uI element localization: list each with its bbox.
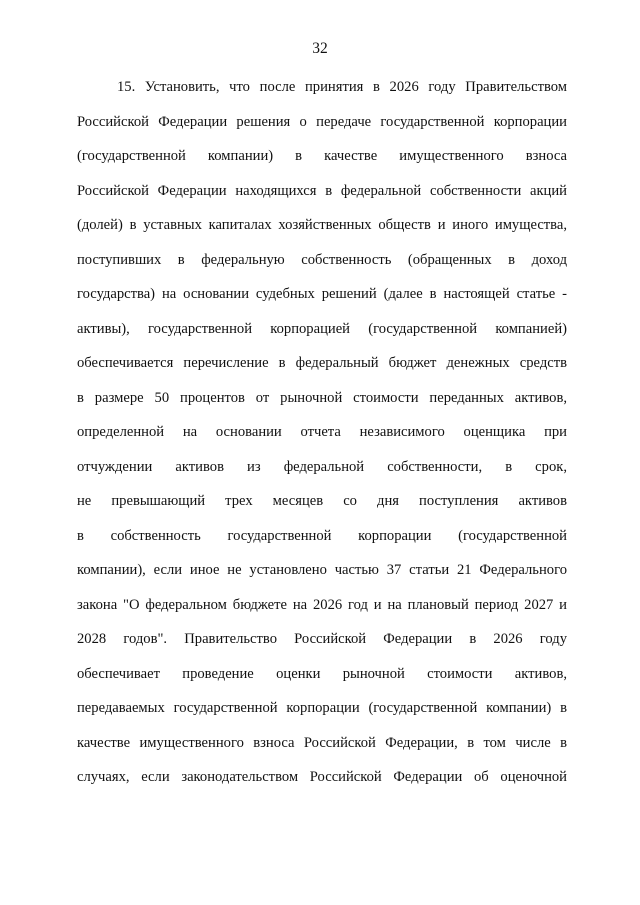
text-line: не превышающий трех месяцев со дня поступления активов (77, 493, 567, 509)
text-line: поступивших в федеральную собственность (обращенных в доход (77, 251, 567, 268)
text-line: 2028 годов". Правительство Российской Федерации в 2026 году (77, 631, 567, 647)
text-line: определенной на основании отчета независимого оценщика при (77, 424, 567, 440)
text-line: закона "О федеральном бюджете на 2026 год и на плановый период 2027 и (77, 596, 567, 613)
text-line: обеспечивает проведение оценки рыночной стоимости активов, (77, 665, 567, 682)
text-line: Российской Федерации находящихся в федеральной собственности акций (77, 182, 567, 199)
text-line: государства) на основании судебных решений (далее в настоящей статье - (77, 286, 567, 302)
text-line: Российской Федерации решения о передаче государственной корпорации (77, 113, 567, 130)
text-line: в собственность государственной корпорации (государственной (77, 527, 567, 544)
text-line: в размере 50 процентов от рыночной стоимости переданных активов, (77, 389, 567, 406)
page-number: 32 (312, 40, 328, 57)
text-line: передаваемых государственной корпорации (государственной компании) в (77, 700, 567, 716)
text-line: (государственной компании) в качестве имущественного взноса (77, 148, 567, 164)
paragraph-15 (77, 70, 567, 795)
text-line: 15. Установить, что после принятия в 2026 году Правительством (117, 79, 567, 95)
text-line: отчуждении активов из федеральной собственности, в срок, (77, 458, 567, 475)
text-line: компании), если иное не установлено частью 37 статьи 21 Федерального (77, 562, 567, 578)
text-line: активы), государственной корпорацией (государственной компанией) (77, 320, 567, 337)
text-line: (долей) в уставных капиталах хозяйственных обществ и иного имущества, (77, 217, 567, 233)
text-line: качестве имущественного взноса Российской Федерации, в том числе в (77, 734, 567, 751)
text-line: случаях, если законодательством Российской Федерации об оценочной (77, 769, 567, 785)
text-line: обеспечивается перечисление в федеральный бюджет денежных средств (77, 355, 567, 371)
